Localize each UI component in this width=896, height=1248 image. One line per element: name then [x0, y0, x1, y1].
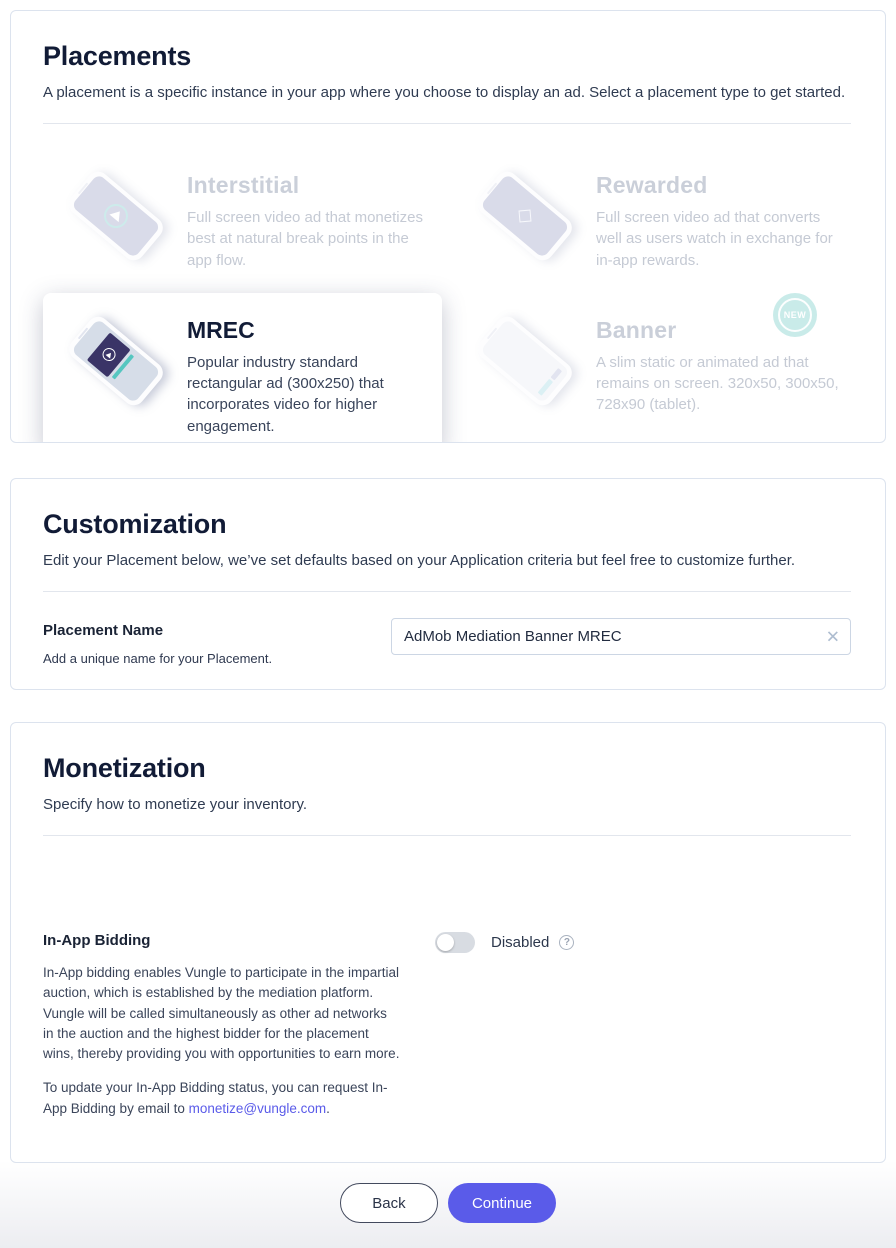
placement-name-input[interactable] [391, 618, 851, 655]
placement-name-banner: Banner [596, 316, 677, 343]
in-app-bidding-toggle[interactable] [435, 932, 475, 953]
placement-desc-banner: A slim static or animated ad that remains on screen. 320x50, 300x50, 728x90 (tablet). [596, 353, 839, 414]
customization-title: Customization [43, 509, 227, 539]
in-app-bidding-label: In-App Bidding [43, 932, 151, 949]
back-button[interactable]: Back [340, 1183, 438, 1223]
placement-name-rewarded: Rewarded [596, 172, 708, 198]
placement-name-mrec: MREC [187, 316, 255, 343]
clear-input-icon[interactable]: ✕ [825, 627, 840, 646]
placements-card [10, 10, 886, 443]
in-app-bidding-description: In-App bidding enables Vungle to participate in the impartial auction, which is established by the mediation platform. Vungle will be called simultaneously as other ad networks in the auction and the highest bidder for the placement wins, thereby providing you with opportunities to earn more. [43, 965, 400, 1061]
divider [43, 591, 851, 592]
placement-name-label: Placement Name [43, 622, 164, 639]
monetization-subtitle: Specify how to monetize your inventory. [43, 796, 308, 813]
banner-phone-icon [464, 307, 592, 411]
placement-desc-rewarded: Full screen video ad that converts well as users watch in exchange for in-app rewards. [596, 209, 833, 269]
placements-subtitle: A placement is a specific instance in your app where you choose to display an ad. Select a placement type to get started. [43, 84, 846, 101]
new-badge [773, 293, 817, 337]
mrec-phone-icon [55, 307, 183, 411]
placement-name-interstitial: Interstitial [187, 172, 300, 198]
monetization-card [10, 722, 886, 1163]
footer-actions [0, 1183, 896, 1223]
placement-option-mrec[interactable] [43, 293, 442, 443]
in-app-bidding-note [43, 1078, 401, 1119]
help-icon[interactable]: ? [559, 935, 574, 950]
monetization-title: Monetization [43, 753, 206, 783]
placement-option-interstitial[interactable] [43, 148, 442, 285]
monetize-email-link[interactable]: monetize@vungle.com [188, 1100, 327, 1116]
divider [43, 123, 851, 124]
interstitial-phone-icon [55, 162, 183, 266]
placements-title: Placements [43, 41, 192, 71]
placement-name-helper: Add a unique name for your Placement. [43, 651, 273, 666]
note-period: . [326, 1100, 330, 1116]
note-text: To update your In-App Bidding status, you can request In-App Bidding by email to [43, 1080, 388, 1116]
customization-subtitle: Edit your Placement below, we’ve set defaults based on your Application criteria but feel free to customize further. [43, 552, 796, 569]
divider [43, 835, 851, 836]
in-app-bidding-state: Disabled [491, 934, 550, 951]
continue-button[interactable]: Continue [448, 1183, 556, 1223]
customization-card [10, 478, 886, 690]
new-badge-label: NEW [778, 298, 812, 332]
placement-desc-interstitial: Full screen video ad that monetizes best at natural break points in the app flow. [187, 209, 423, 269]
placement-type-grid [43, 148, 851, 443]
placement-desc-mrec: Popular industry standard rectangular ad (300x250) that incorporates video for higher engagement. [187, 353, 384, 435]
rewarded-phone-icon [464, 162, 592, 266]
placement-option-banner[interactable] [452, 293, 851, 443]
placement-option-rewarded[interactable] [452, 148, 851, 285]
